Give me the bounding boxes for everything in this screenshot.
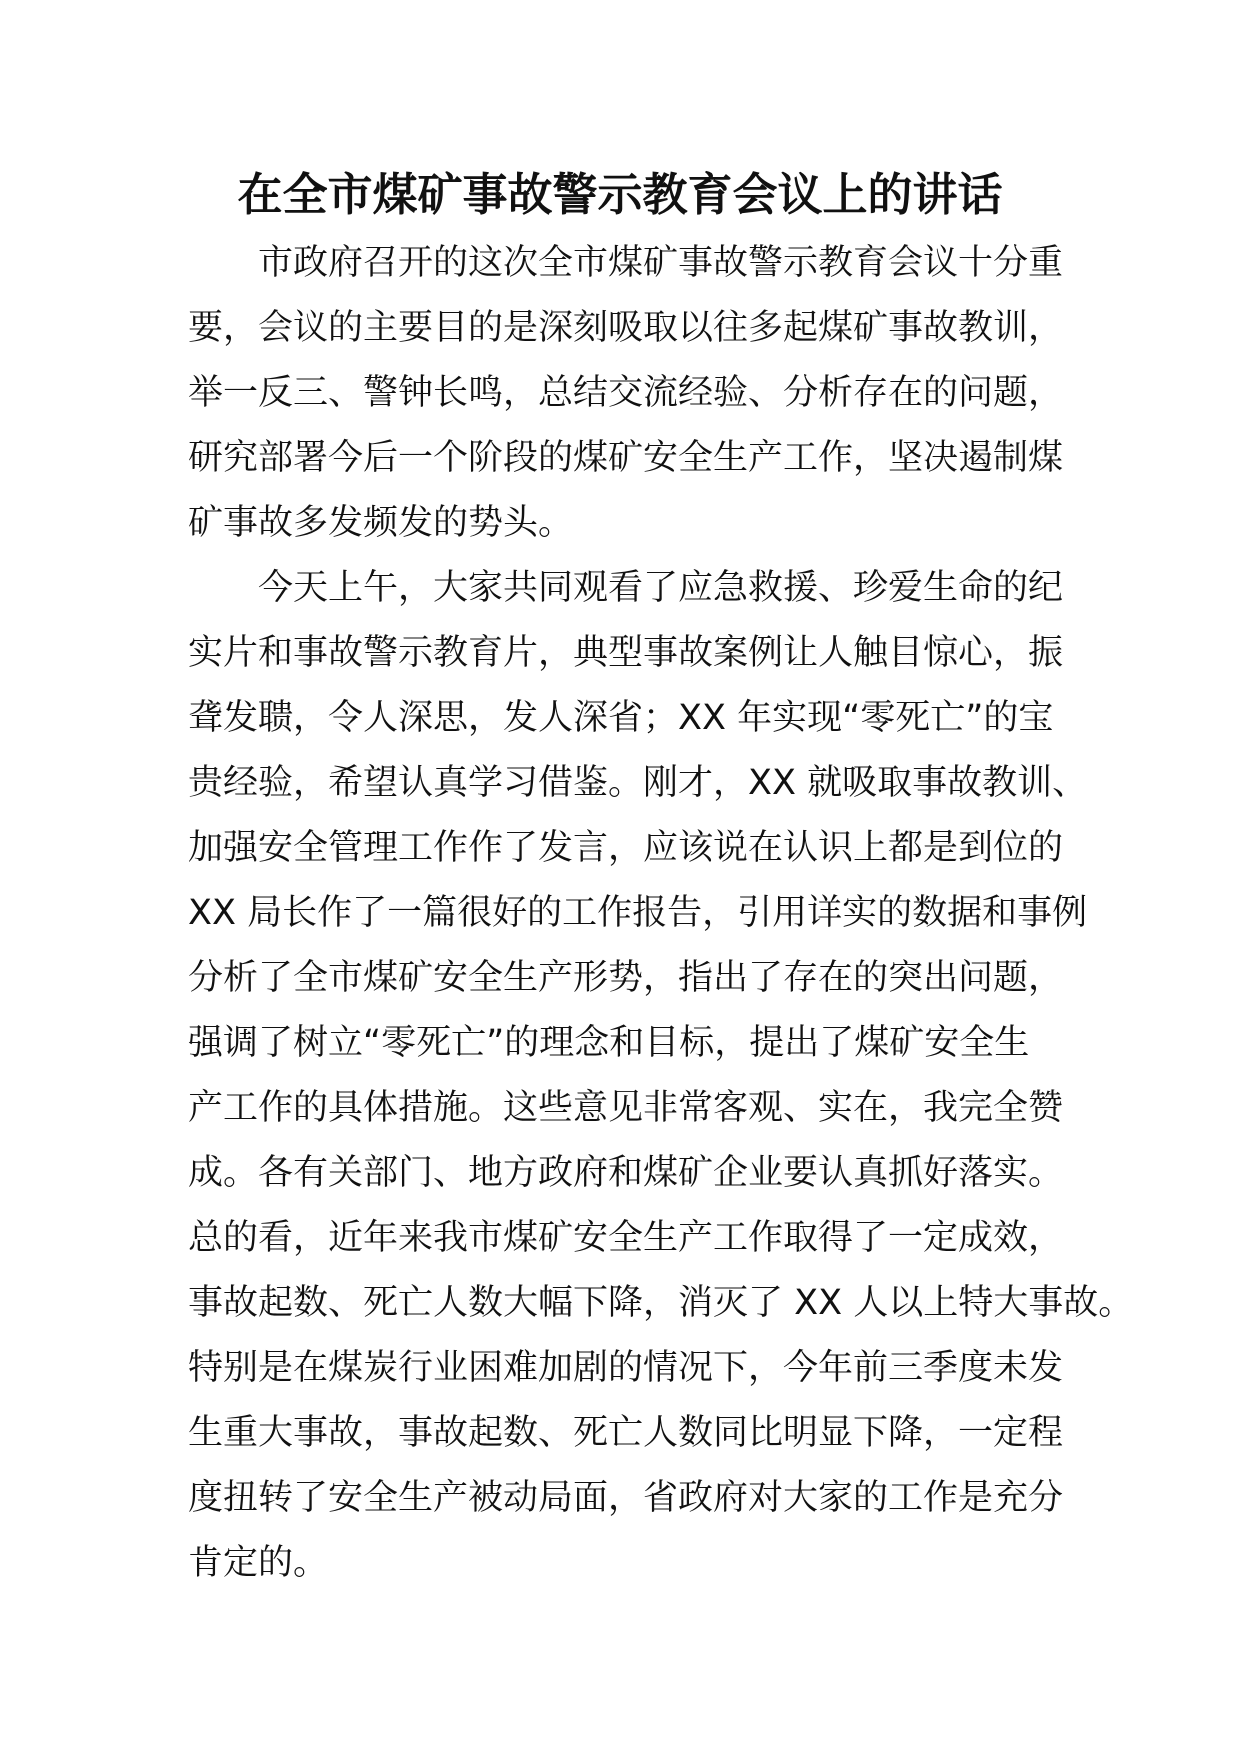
paragraph-line: 特别是在煤炭行业困难加剧的情况下，今年前三季度未发 bbox=[188, 1348, 1064, 1388]
paragraph-line: 加强安全管理工作作了发言，应该说在认识上都是到位的 bbox=[188, 828, 1064, 868]
paragraph-line: 要，会议的主要目的是深刻吸取以往多起煤矿事故教训， bbox=[188, 308, 1064, 348]
paragraph-line: 强调了树立“零死亡”的理念和目标，提出了煤矿安全生 bbox=[188, 1023, 1030, 1063]
paragraph-line: 生重大事故，事故起数、死亡人数同比明显下降，一定程 bbox=[188, 1413, 1064, 1453]
paragraph-line: 举一反三、警钟长鸣，总结交流经验、分析存在的问题， bbox=[188, 373, 1064, 413]
paragraph-line: 今天上午，大家共同观看了应急救援、珍爱生命的纪 bbox=[258, 568, 1064, 608]
paragraph-line: 分析了全市煤矿安全生产形势，指出了存在的突出问题， bbox=[188, 958, 1064, 998]
paragraph-line: 贵经验，希望认真学习借鉴。刚才，XX 就吸取事故教训、 bbox=[188, 763, 1088, 803]
paragraph-line: XX 局长作了一篇很好的工作报告，引用详实的数据和事例 bbox=[188, 893, 1088, 933]
document-title: 在全市煤矿事故警示教育会议上的讲话 bbox=[237, 168, 1003, 221]
paragraph-line: 产工作的具体措施。这些意见非常客观、实在，我完全赞 bbox=[188, 1088, 1064, 1128]
paragraph-line: 矿事故多发频发的势头。 bbox=[188, 503, 574, 543]
paragraph-2 bbox=[188, 556, 1134, 1596]
paragraph-line: 度扭转了安全生产被动局面，省政府对大家的工作是充分 bbox=[188, 1478, 1064, 1518]
paragraph-line: 市政府召开的这次全市煤矿事故警示教育会议十分重 bbox=[258, 243, 1064, 283]
paragraph-line: 肯定的。 bbox=[188, 1543, 329, 1583]
paragraph-1 bbox=[188, 231, 1068, 556]
paragraph-line: 聋发聩，令人深思，发人深省；XX 年实现“零死亡”的宝 bbox=[188, 698, 1054, 738]
paragraph-line: 研究部署今后一个阶段的煤矿安全生产工作，坚决遏制煤 bbox=[188, 438, 1064, 478]
paragraph-line: 总的看，近年来我市煤矿安全生产工作取得了一定成效， bbox=[188, 1218, 1064, 1258]
document-body bbox=[188, 231, 1134, 1596]
paragraph-line: 事故起数、死亡人数大幅下降，消灭了 XX 人以上特大事故。 bbox=[188, 1283, 1134, 1323]
paragraph-line: 实片和事故警示教育片，典型事故案例让人触目惊心，振 bbox=[188, 633, 1064, 673]
paragraph-line: 成。各有关部门、地方政府和煤矿企业要认真抓好落实。 bbox=[188, 1153, 1064, 1193]
